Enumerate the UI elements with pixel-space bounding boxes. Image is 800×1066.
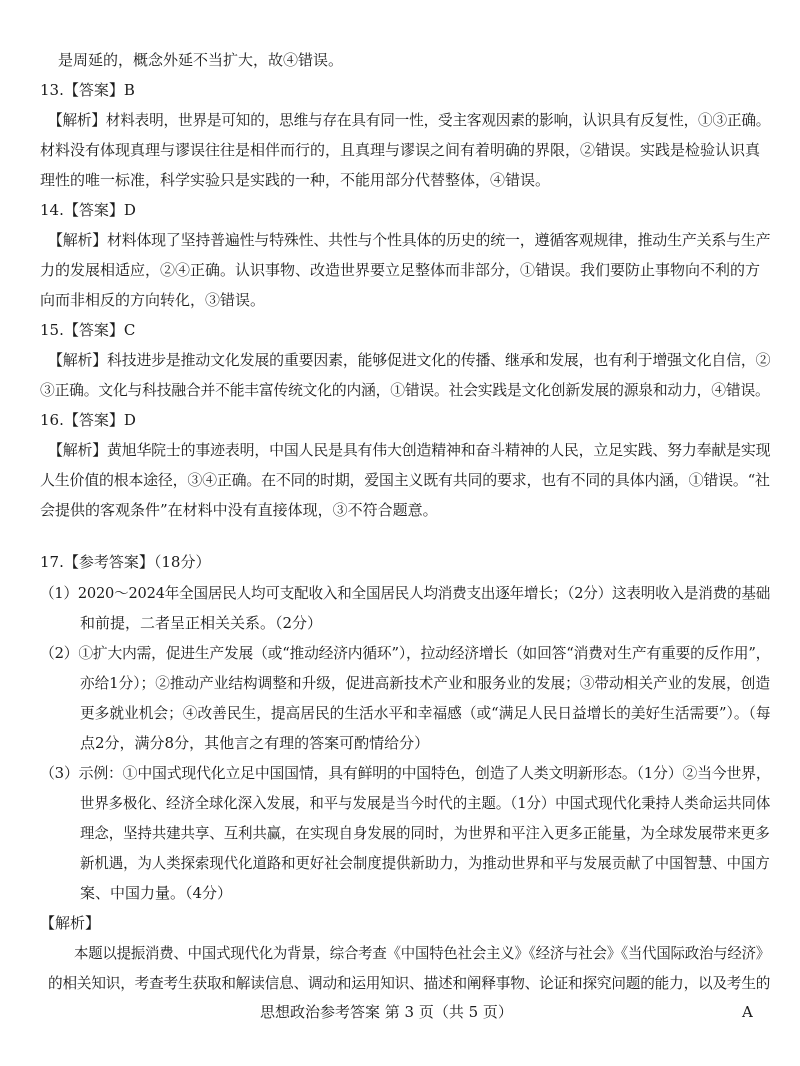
q17-analysis-line-2: 的相关知识，考查考生获取和解读信息、调动和运用知识、描述和阐释事物、论证和探究问题的能力，以及考生的 (48, 974, 771, 992)
q13-answer: 13.【答案】B (40, 81, 135, 99)
q17-part2-line-4: 点2分，满分8分，其他言之有理的答案可酌情给分） (80, 734, 430, 752)
q16-analysis-line-3: 会提供的客观条件”在材料中没有直接体现，③不符合题意。 (40, 501, 438, 519)
q17-part3-line-3: 理念，坚持共建共享、互利共赢，在实现自身发展的同时，为世界和平注入更多正能量，为全球发展带来更多 (80, 824, 770, 842)
q14-analysis-line-2: 力的发展相适应，②④正确。认识事物、改造世界要立足整体而非部分，①错误。我们要防止事物向不利的方 (40, 261, 761, 279)
q17-part3-line-2: 世界多极化、经济全球化深入发展，和平与发展是当今时代的主题。（1分）中国式现代化秉持人类命运共同体 (80, 794, 771, 812)
q16-answer: 16.【答案】D (40, 411, 136, 429)
q13-analysis-line-2: 材料没有体现真理与谬误往往是相伴而行的，且真理与谬误之间有着明确的界限，②错误。实践是检验认识真 (40, 141, 761, 159)
q13-analysis-line-1: 【解析】材料表明，世界是可知的，思维与存在具有同一性，受主客观因素的影响，认识具有反复性，①③正确。 (48, 111, 771, 129)
paper-version-mark: A (742, 1003, 753, 1021)
q15-analysis-line-2: ③正确。文化与科技融合并不能丰富传统文化的内涵，①错误。社会实践是文化创新发展的源泉和动力，④错误。 (40, 381, 770, 399)
q17-part2-line-2: 亦给1分）；②推动产业结构调整和升级，促进高新技术产业和服务业的发展；③带动相关产业的发展，创造 (80, 674, 771, 692)
q17-part3-line-4: 新机遇，为人类探索现代化道路和更好社会制度提供新助力，为推动世界和平与发展贡献了中国智慧、中国方 (80, 854, 770, 872)
q17-analysis-heading: 【解析】 (40, 914, 101, 932)
q17-part2-line-3: 更多就业机会；④改善民生，提高居民的生活水平和幸福感（或“满足人民日益增长的美好生活需要”）。（每 (80, 704, 771, 722)
q17-reference-answer: 17.【参考答案】（18分） (40, 553, 211, 571)
q16-analysis-line-1: 【解析】黄旭华院士的事迹表明，中国人民是具有伟大创造精神和奋斗精神的人民，立足实践、努力奉献是实现 (48, 441, 771, 459)
q17-part1-line-2: 和前提，二者呈正相关关系。（2分） (80, 614, 323, 632)
text-line-continuation: 是周延的，概念外延不当扩大，故④错误。 (58, 51, 344, 69)
q15-analysis-line-1: 【解析】科技进步是推动文化发展的重要因素，能够促进文化的传播、继承和发展，也有利于增强文化自信，② (48, 351, 771, 369)
q13-analysis-line-3: 理性的唯一标准，科学实验只是实践的一种，不能用部分代替整体，④错误。 (40, 171, 551, 189)
q14-answer: 14.【答案】D (40, 201, 136, 219)
q17-analysis-line-1: 本题以提振消费、中国式现代化为背景，综合考查《中国特色社会主义》《经济与社会》《当代国际政治与经济》 (74, 944, 771, 962)
q17-part3-line-5: 案、中国力量。（4分） (80, 884, 233, 902)
q17-part1-line-1: （1）2020～2024年全国居民人均可支配收入和全国居民人均消费支出逐年增长；（2分）这表明收入是消费的基础 (40, 584, 771, 602)
q14-analysis-line-1: 【解析】材料体现了坚持普遍性与特殊性、共性与个性具体的历史的统一，遵循客观规律，推动生产关系与生产 (48, 231, 771, 249)
q17-part3-line-1: （3）示例：①中国式现代化立足中国国情，具有鲜明的中国特色，创造了人类文明新形态。（1分）②当今世界， (40, 764, 771, 782)
q16-analysis-line-2: 人生价值的根本途径，③④正确。在不同的时期，爱国主义既有共同的要求，也有不同的具体内涵，①错误。“社 (40, 471, 770, 489)
q14-analysis-line-3: 向而非相反的方向转化，③错误。 (40, 291, 266, 309)
q17-part2-line-1: （2）①扩大内需，促进生产发展（或“推动经济内循环”），拉动经济增长（如回答“消费对生产有重要的反作用”， (40, 644, 771, 662)
q15-answer: 15.【答案】C (40, 321, 136, 339)
footer-page-info: 思想政治参考答案 第 3 页（共 5 页） (260, 1003, 513, 1021)
